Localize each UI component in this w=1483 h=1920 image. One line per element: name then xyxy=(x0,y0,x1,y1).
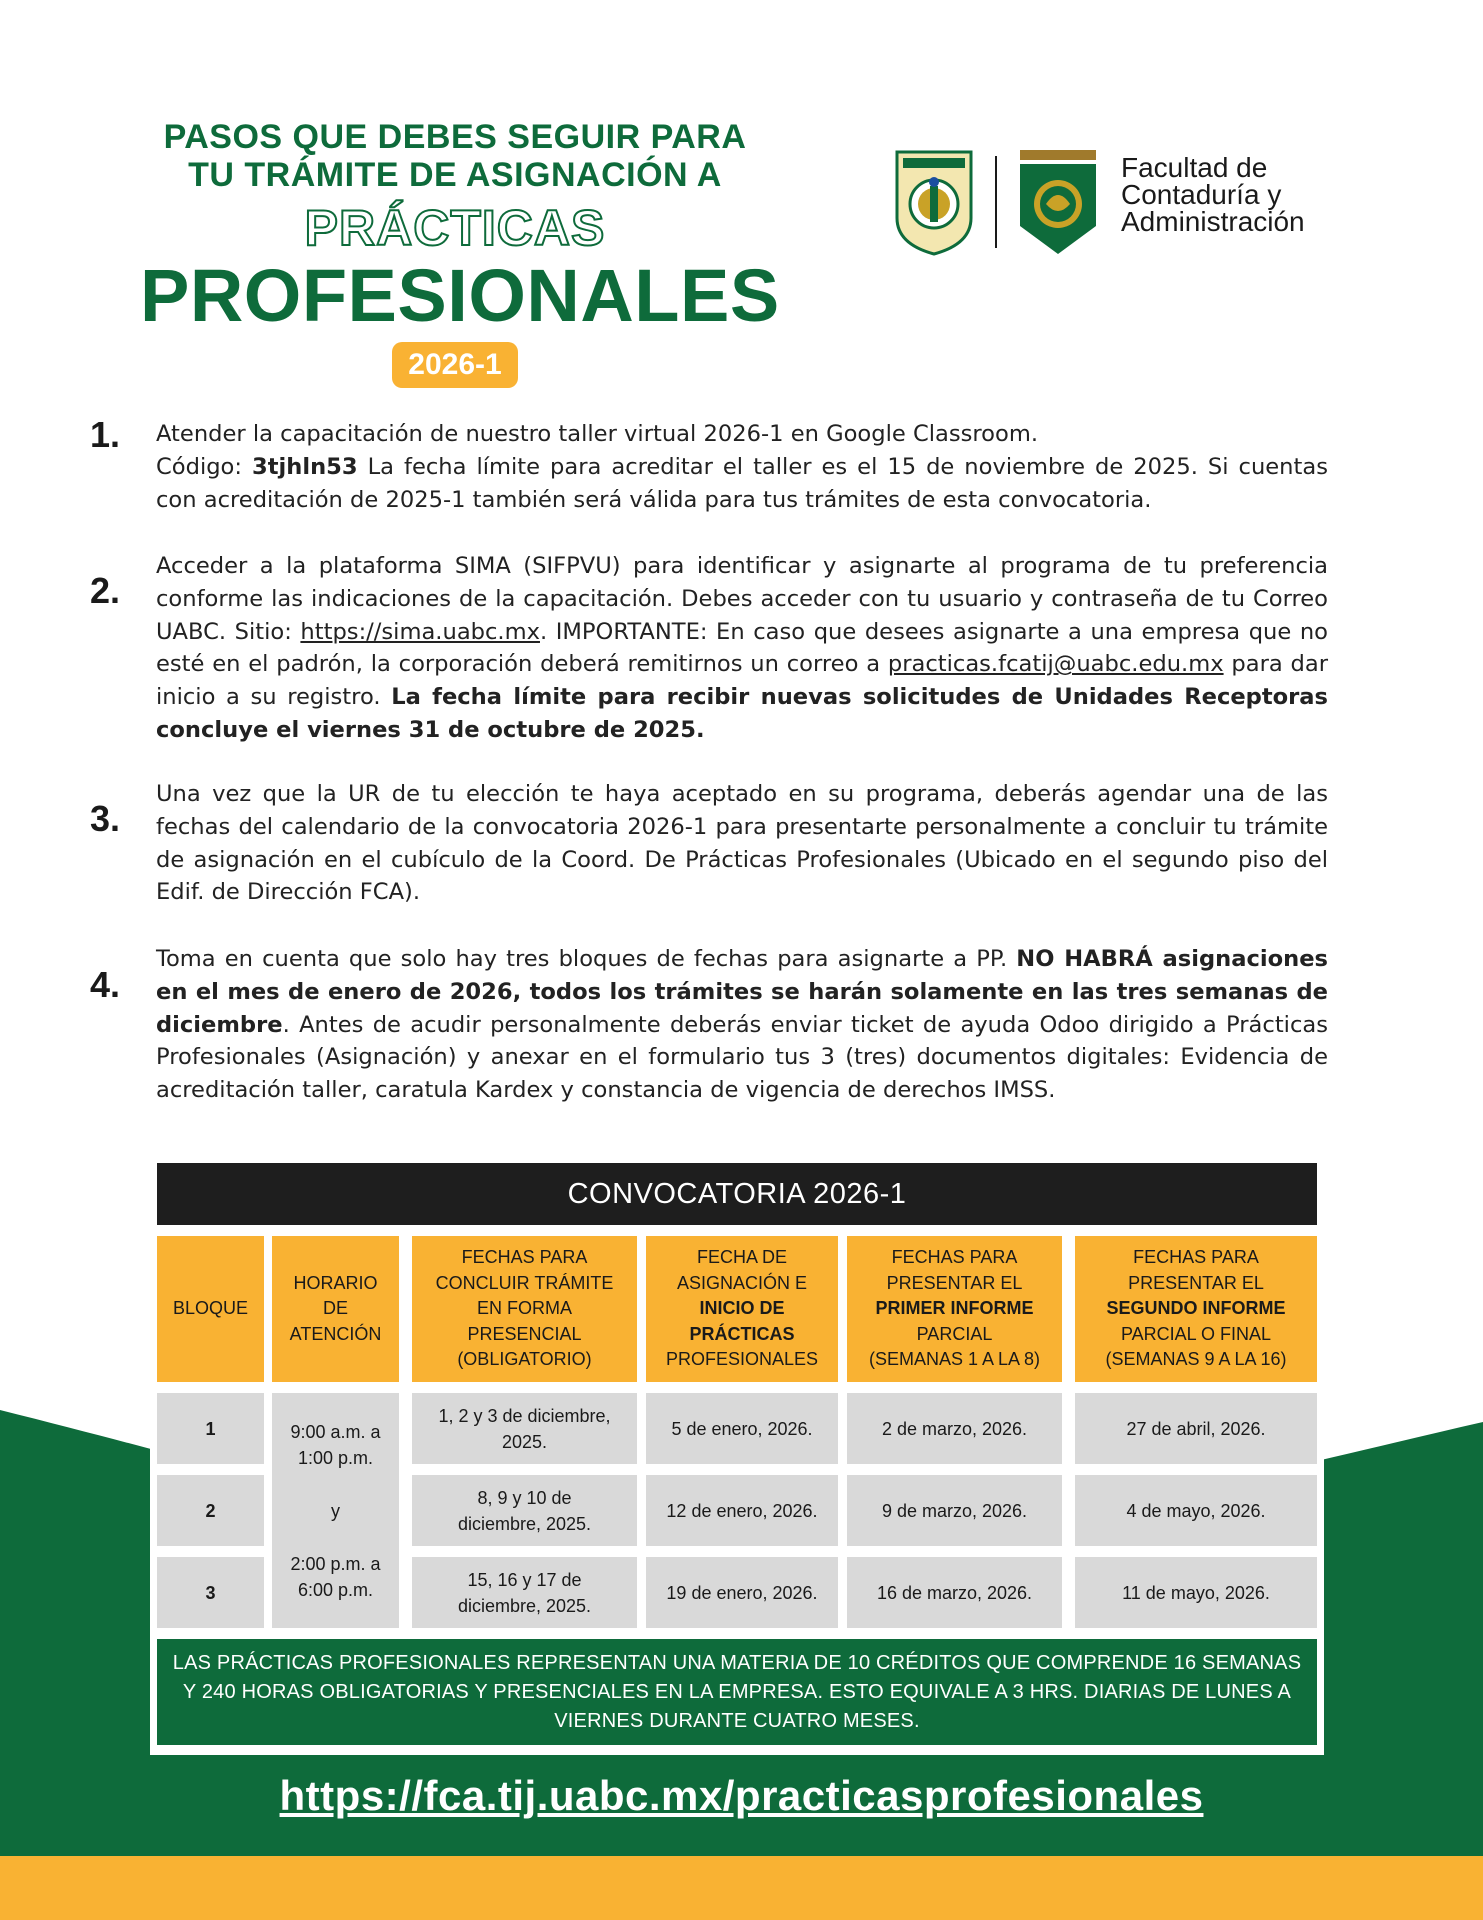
header-text: FECHAS PARA xyxy=(891,1247,1018,1268)
header-text: PARCIAL O FINAL xyxy=(1120,1323,1272,1344)
step-4-bold: NO HABRÁ asignaciones en el mes de enero de 2026, todos los trámites se harán solamente en las tres semanas de diciembre xyxy=(156,946,1328,1038)
step-text: Una vez que la UR de tu elección te haya aceptado en su programa, deberás agendar una de las fechas del calendario de la convocatoria 2026-1 para presentarte personalmente a concluir tu trámite de asignación en el cubículo de la Coord. De Prácticas Profesionales (Ubicado en el segundo piso del Edif. de Dirección FCA). xyxy=(156,781,1328,906)
step-1-rest: La fecha límite para acreditar el taller es el 15 de noviembre de 2025. Si cuentas con acreditación de 2025-1 también será válida para tus trámites de esta convocatoria. xyxy=(156,453,1328,513)
table-row-primer: 9 de marzo, 2026. xyxy=(847,1475,1062,1546)
header-text: ATENCIÓN xyxy=(289,1323,382,1344)
table-row-segundo: 11 de mayo, 2026. xyxy=(1075,1557,1317,1628)
schedule-cell xyxy=(272,1393,399,1628)
faculty-line-2: Contaduría y xyxy=(1121,179,1282,210)
email-link[interactable]: practicas.fcatij@uabc.edu.mx xyxy=(887,651,1224,678)
schedule-text: 1:00 p.m. xyxy=(297,1447,374,1468)
header-text: HORARIO xyxy=(293,1272,378,1293)
header-text: (SEMANAS 1 A LA 8) xyxy=(868,1349,1041,1370)
header-text: DE xyxy=(322,1298,348,1319)
schedule-text: y xyxy=(331,1500,340,1521)
header-text: INICIO DE xyxy=(699,1298,785,1319)
step-number: 2. xyxy=(90,570,121,611)
step-4-part2: . Antes de acudir personalmente deberás enviar ticket de ayuda Odoo dirigido a Prácticas Profesionales (Asignación) y anexar en el formulario tus 3 (tres) documentos digitales: Evidencia de acreditación taller, caratula Kardex y constancia de vigencia de derechos IMSS. xyxy=(156,1011,1328,1104)
step-text xyxy=(156,943,1328,1107)
institution-logos xyxy=(893,148,1343,258)
table-row-segundo: 4 de mayo, 2026. xyxy=(1075,1475,1317,1546)
step-text xyxy=(156,418,1328,516)
title-line-1: PASOS QUE DEBES SEGUIR PARA xyxy=(163,118,747,156)
convocatoria-table xyxy=(150,1155,1324,1755)
table-title: CONVOCATORIA 2026-1 xyxy=(157,1163,1317,1225)
step-number: 4. xyxy=(90,964,121,1005)
header-text: PRESENTAR EL xyxy=(1128,1272,1264,1293)
cell-text: diciembre, 2025. xyxy=(457,1513,592,1534)
header-text: PARCIAL xyxy=(916,1323,993,1344)
faculty-line-3: Administración xyxy=(1121,206,1305,237)
title-outline-word: PRÁCTICAS xyxy=(304,200,606,256)
header-text: EN FORMA xyxy=(476,1298,572,1319)
table-row-segundo: 27 de abril, 2026. xyxy=(1075,1393,1317,1464)
practicas-url-link[interactable]: https://fca.tij.uabc.mx/practicasprofesionales xyxy=(279,1772,1204,1819)
page-title xyxy=(140,118,780,388)
step-1-line1: Atender la capacitación de nuestro taller virtual 2026-1 en Google Classroom. xyxy=(156,421,1039,447)
table-row-primer: 16 de marzo, 2026. xyxy=(847,1557,1062,1628)
cell-text: 1, 2 y 3 de diciembre, xyxy=(438,1405,611,1426)
table-row-tramite xyxy=(412,1557,637,1628)
header-horario xyxy=(272,1236,399,1382)
header-text: SEGUNDO INFORME xyxy=(1106,1298,1286,1319)
step-number: 1. xyxy=(90,414,121,455)
table-row-primer: 2 de marzo, 2026. xyxy=(847,1393,1062,1464)
faculty-line-1: Facultad de xyxy=(1121,152,1268,183)
cell-text: diciembre, 2025. xyxy=(457,1595,592,1616)
uabc-shield-icon xyxy=(893,148,975,258)
schedule-text: 6:00 p.m. xyxy=(297,1579,374,1600)
header-text: PRESENCIAL xyxy=(467,1323,582,1344)
header-bloque xyxy=(157,1236,264,1382)
title-big-word: PROFESIONALES xyxy=(140,254,780,337)
header-primer-informe xyxy=(847,1236,1062,1382)
classroom-code: 3tjhln53 xyxy=(251,453,358,480)
faculty-name xyxy=(1121,154,1305,235)
header-fecha-asignacion xyxy=(646,1236,838,1382)
yellow-footer-band xyxy=(0,1856,1483,1920)
table-row-tramite xyxy=(412,1475,637,1546)
header-text: FECHA DE xyxy=(696,1247,787,1268)
code-label: Código: xyxy=(156,453,252,480)
header-text: PRIMER INFORME xyxy=(875,1298,1034,1319)
header-text: BLOQUE xyxy=(172,1298,249,1319)
header-text: FECHAS PARA xyxy=(461,1247,588,1268)
step-number: 3. xyxy=(90,798,121,839)
header-text: (OBLIGATORIO) xyxy=(457,1349,592,1370)
table-row-block: 3 xyxy=(157,1557,264,1628)
logo-divider xyxy=(995,156,997,248)
step-2-deadline: La fecha límite para recibir nuevas solicitudes de Unidades Receptoras concluye el viernes 31 de octubre de 2025. xyxy=(156,684,1329,743)
header-fechas-tramite xyxy=(412,1236,637,1382)
header-text: PRESENTAR EL xyxy=(886,1272,1023,1293)
header-text: CONCLUIR TRÁMITE xyxy=(435,1272,614,1293)
header-text: PROFESIONALES xyxy=(665,1349,819,1370)
header-text: PRÁCTICAS xyxy=(689,1323,795,1344)
sima-link[interactable]: https://sima.uabc.mx xyxy=(300,618,540,645)
table-row-block: 2 xyxy=(157,1475,264,1546)
credits-note: LAS PRÁCTICAS PROFESIONALES REPRESENTAN UNA MATERIA DE 10 CRÉDITOS QUE COMPRENDE 16 SEMANAS Y 240 HORAS OBLIGATORIAS Y PRESENCIALES EN LA EMPRESA. ESTO EQUIVALE A 3 HRS. DIARIAS DE LUNES A VIERNES DURANTE CUATRO MESES. xyxy=(157,1639,1317,1745)
cell-text: 8, 9 y 10 de xyxy=(477,1487,572,1508)
header-text: (SEMANAS 9 A LA 16) xyxy=(1105,1349,1287,1370)
table-row-inicio: 5 de enero, 2026. xyxy=(646,1393,838,1464)
period-badge: 2026-1 xyxy=(392,342,517,388)
header-text: FECHAS PARA xyxy=(1133,1247,1259,1268)
header-text: ASIGNACIÓN E xyxy=(676,1272,807,1293)
step-text xyxy=(156,550,1328,747)
header-segundo-informe xyxy=(1075,1236,1317,1382)
fca-shield-icon xyxy=(1018,148,1098,258)
step-2-part1: Acceder a la plataforma SIMA (SIFPVU) para identificar y asignarte al programa de tu preferencia conforme las indicaciones de la capacitación. Debes acceder con tu usuario y contraseña de tu Correo UABC. Sitio: xyxy=(156,553,1328,645)
step-2-part3: para dar inicio a su registro. xyxy=(156,651,1328,711)
schedule-text: 2:00 p.m. a xyxy=(290,1553,381,1574)
table-row-block: 1 xyxy=(157,1393,264,1464)
table-row-inicio: 12 de enero, 2026. xyxy=(646,1475,838,1546)
step-2-part2: . IMPORTANTE: En caso que desees asignarte a una empresa que no esté en el padrón, la corporación deberá remitirnos un correo a xyxy=(156,618,1328,678)
title-line-2: TU TRÁMITE DE ASIGNACIÓN A xyxy=(188,156,722,194)
schedule-text: 9:00 a.m. a xyxy=(290,1421,381,1442)
cell-text: 2025. xyxy=(501,1431,548,1452)
cell-text: 15, 16 y 17 de xyxy=(467,1569,582,1590)
table-row-tramite xyxy=(412,1393,637,1464)
step-4-part1: Toma en cuenta que solo hay tres bloques de fechas para asignarte a PP. xyxy=(156,946,1017,972)
table-row-inicio: 19 de enero, 2026. xyxy=(646,1557,838,1628)
